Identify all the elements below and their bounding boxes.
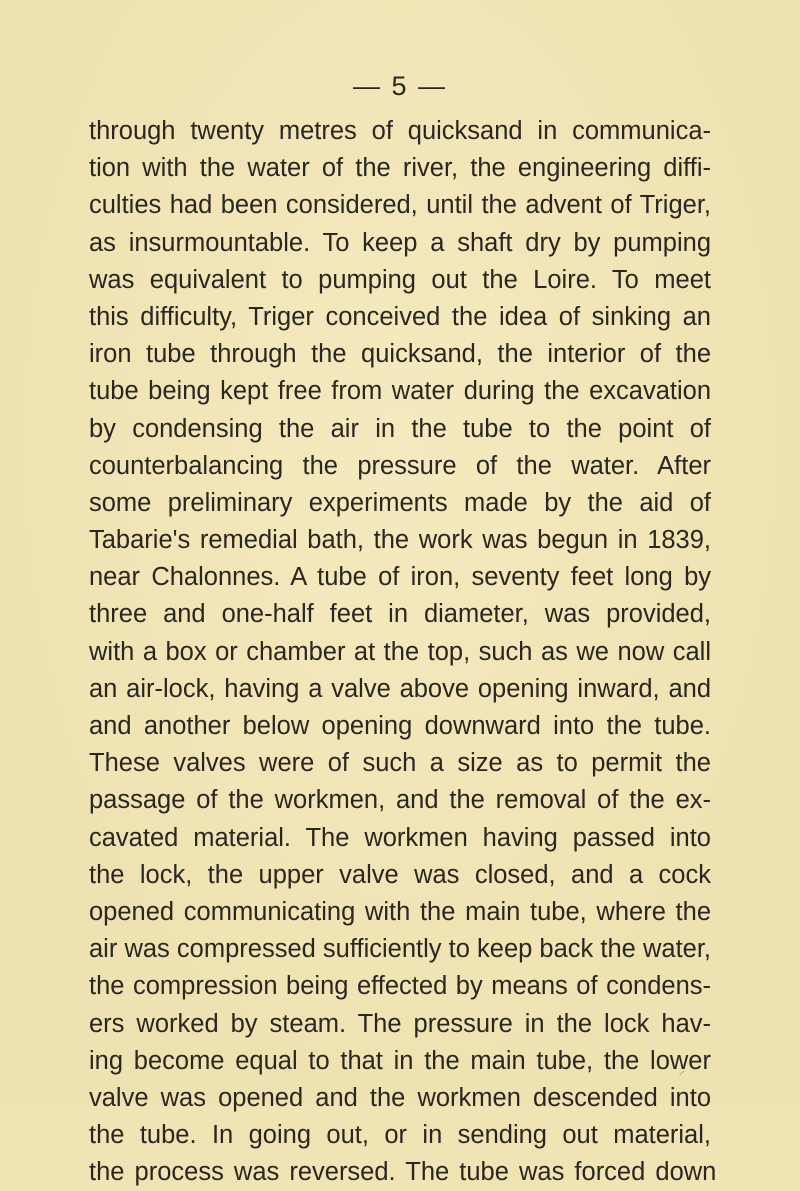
text-line: through twenty metres of quicksand in communica-: [89, 117, 711, 145]
text-line: Tabarie's remedial bath, the work was begun in 1839,: [89, 526, 711, 555]
text-line: ers worked by steam. The pressure in the lock hav-: [89, 1009, 711, 1038]
text-line: opened communicating with the main tube, where the: [89, 897, 711, 926]
page-number: — 5 —: [352, 71, 448, 101]
text-line: iron tube through the quicksand, the interior of the: [89, 340, 711, 369]
text-line: air was compressed sufficiently to keep back the water,: [89, 935, 711, 964]
body-text: [89, 113, 717, 1191]
text-line: cavated material. The workmen having passed into: [89, 823, 711, 852]
text-line: tion with the water of the river, the engineering diffi-: [89, 154, 711, 183]
text-line: near Chalonnes. A tube of iron, seventy feet long by: [89, 563, 711, 592]
text-line: tube being kept free from water during the excavation: [89, 377, 711, 406]
text-line: an air-lock, having a valve above opening inward, and: [89, 674, 711, 703]
text-line: three and one-half feet in diameter, was provided,: [89, 600, 711, 629]
text-line: the compression being effected by means of condens-: [89, 972, 711, 1001]
text-line: this difficulty, Triger conceived the idea of sinking an: [89, 302, 711, 331]
text-line: and another below opening downward into the tube.: [89, 712, 711, 740]
text-line: culties had been considered, until the advent of Triger,: [89, 191, 711, 220]
text-line: counterbalancing the pressure of the water. After: [89, 451, 711, 480]
text-line: the lock, the upper valve was closed, and a cock: [89, 860, 711, 889]
text-line: was equivalent to pumping out the Loire. To meet: [89, 265, 711, 294]
text-line: by condensing the air in the tube to the point of: [89, 414, 711, 443]
text-line: ing become equal to that in the main tube, the lower: [89, 1046, 711, 1075]
text-line: with a box or chamber at the top, such as we now call: [89, 637, 711, 666]
text-line: some preliminary experiments made by the aid of: [89, 488, 711, 517]
text-line: as insurmountable. To keep a shaft dry by pumping: [89, 228, 711, 257]
text-line: the tube. In going out, or in sending out material,: [89, 1121, 711, 1150]
text-line: These valves were of such a size as to permit the: [89, 749, 711, 778]
text-line: valve was opened and the workmen descended into: [89, 1083, 711, 1112]
text-line: passage of the workmen, and the removal of the ex-: [89, 786, 711, 815]
text-line: the process was reversed. The tube was forced down: [89, 1158, 717, 1187]
